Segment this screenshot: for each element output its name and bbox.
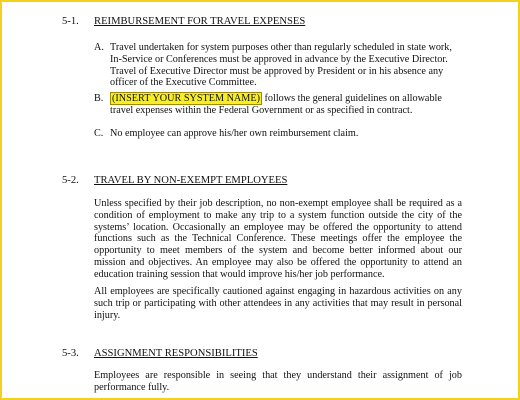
section-heading bbox=[62, 16, 305, 28]
list-item bbox=[94, 42, 462, 89]
list-marker: A. bbox=[94, 42, 104, 53]
list-marker: B. bbox=[94, 93, 104, 104]
list-item bbox=[94, 128, 462, 140]
list-item-text bbox=[110, 93, 462, 117]
section-title: ASSIGNMENT RESPONSIBILITIES bbox=[94, 348, 258, 359]
section-number: 5-1. bbox=[62, 16, 79, 27]
list-item bbox=[94, 93, 462, 117]
section-number: 5-2. bbox=[62, 175, 79, 186]
highlighted-placeholder: (INSERT YOUR SYSTEM NAME) bbox=[112, 93, 260, 104]
list-item-text: Travel undertaken for system purposes other than regularly scheduled in state work, In-Service or Conferences must be approved in advance by the Executive Director. Travel of Executive Director must be approved by President or in his absence any officer of the Executive Committee. bbox=[110, 42, 452, 89]
body-paragraph: All employees are specifically cautioned against engaging in hazardous activities on any such trip or participating with other attendees in any activities that may result in personal injury. bbox=[94, 286, 462, 321]
body-paragraph: Employees are responsible in seeing that they understand their assignment of job performance fully. bbox=[94, 370, 462, 393]
section-title: REIMBURSEMENT FOR TRAVEL EXPENSES bbox=[94, 16, 306, 27]
section-number: 5-3. bbox=[62, 348, 79, 359]
body-paragraph: Unless specified by their job description, no non-exempt employee shall be required as a condition of employment to make any trip to a system function outside the city of the systems’ location. Occasionally an employee may be offered the opportunity to attend functions such as the Technical Conference. These meetings offer the employee the opportunity to meet members of the system and become better informed about our mission and objectives. An employee may also be offered the opportunity to attend an education training session that would improve his/her job performance. bbox=[94, 198, 462, 280]
list-item-text: No employee can approve his/her own reimbursement claim. bbox=[110, 128, 359, 139]
section-heading bbox=[62, 348, 258, 360]
list-marker: C. bbox=[94, 128, 104, 139]
list-item-text-rest: follows the general guidelines on allowable travel expenses within the Federal Government or as specified in contract. bbox=[110, 93, 442, 116]
section-heading bbox=[62, 175, 287, 187]
section-title: TRAVEL BY NON-EXEMPT EMPLOYEES bbox=[94, 175, 288, 186]
